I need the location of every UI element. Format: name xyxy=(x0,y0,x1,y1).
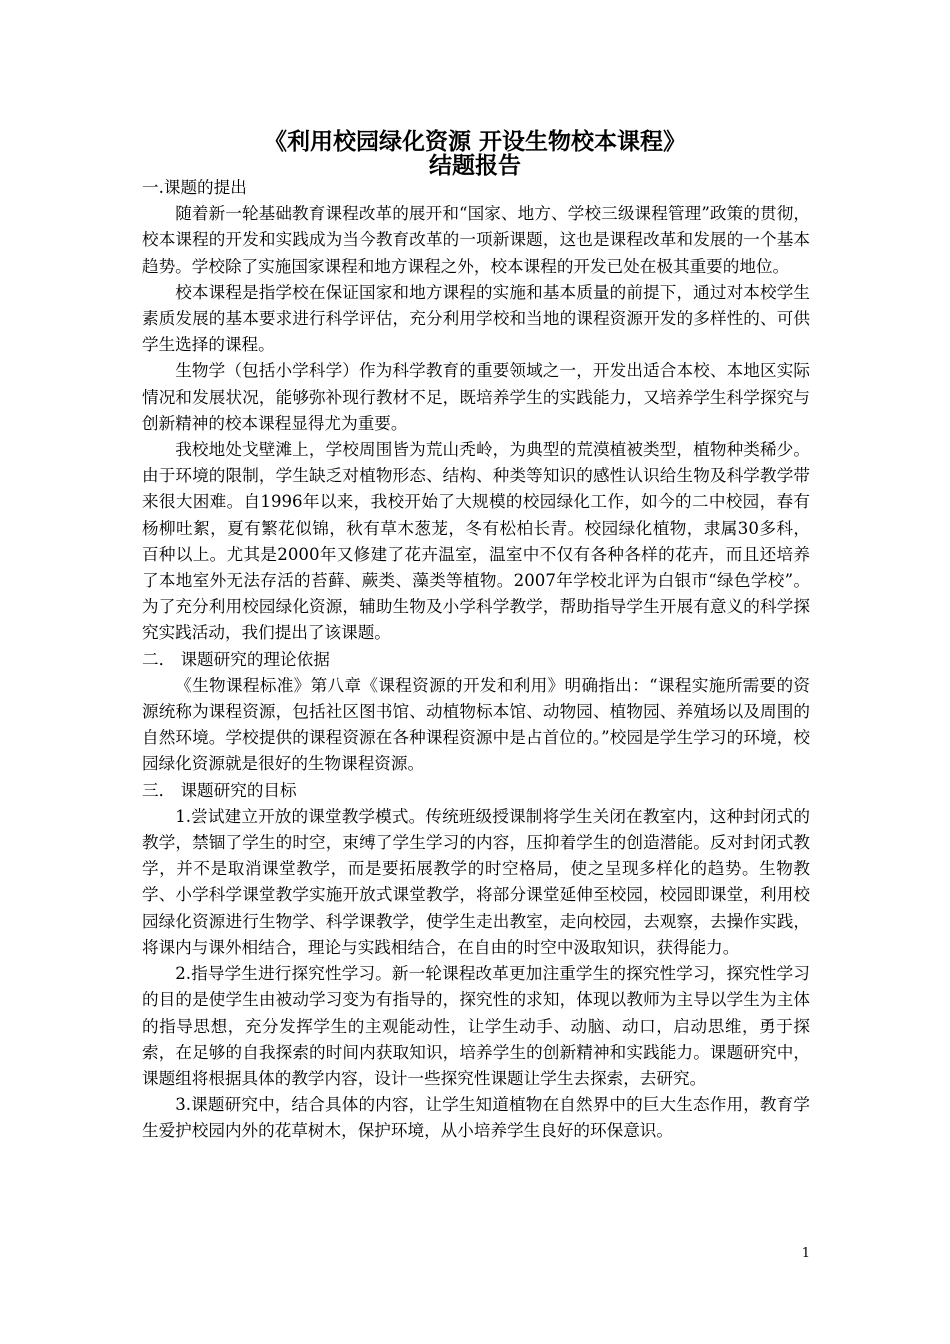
paragraph: 《生物课程标准》第八章《课程资源的开发和利用》明确指出：“课程实施所需要的资源统称为课程资源，包括社区图书馆、动植物标本馆、动物园、植物园、养殖场以及周围的自然环境。学校提供的课程资源在各种课程资源中是占首位的。”校园是学生学习的环境，校园绿化资源就是很好的生物课程资源。 xyxy=(142,675,810,774)
paragraph: 随着新一轮基础教育课程改革的展开和“国家、地方、学校三级课程管理”政策的贯彻，校本课程的开发和实践成为当今教育改革的一项新课题，这也是课程改革和发展的一个基本趋势。学校除了实施国家课程和地方课程之外，校本课程的开发已处在极其重要的地位。 xyxy=(142,204,810,276)
section-heading: 二． 课题研究的理论依据 xyxy=(142,649,330,669)
paragraph: 生物学（包括小学科学）作为科学教育的重要领域之一，开发出适合本校、本地区实际情况和发展状况，能够弥补现行教材不足，既培养学生的实践能力，又培养学生科学探究与创新精神的校本课程显得尤为重要。 xyxy=(142,361,810,433)
section-heading: 三． 课题研究的目标 xyxy=(142,780,297,800)
document-subtitle: 结题报告 xyxy=(429,152,521,179)
paragraph: 2.指导学生进行探究性学习。新一轮课程改革更加注重学生的探究性学习，探究性学习的目的是使学生由被动学习变为有指导的，探究性的求知，体现以教师为主导以学生为主体的指导思想，充分发挥学生的主观能动性，让学生动手、动脑、动口，启动思维，勇于探索，在足够的自我探索的时间内获取知识，培养学生的创新精神和实践能力。课题研究中，课题组将根据具体的教学内容，设计一些探究性课题让学生去探索，去研究。 xyxy=(142,964,810,1088)
document-body xyxy=(142,175,810,1145)
page-number: 1 xyxy=(801,1246,810,1261)
paragraph: 校本课程是指学校在保证国家和地方课程的实施和基本质量的前提下，通过对本校学生素质发展的基本要求进行科学评估，充分利用学校和当地的课程资源开发的多样性的、可供学生选择的课程。 xyxy=(142,282,810,355)
document-title: 《利用校园绿化资源 开设生物校本课程》 xyxy=(263,128,686,155)
paragraph: 我校地处戈壁滩上，学校周围皆为荒山秃岭，为典型的荒漠植被类型，植物种类稀少。由于环境的限制，学生缺乏对植物形态、结构、种类等知识的感性认识给生物及科学教学带来很大困难。自1996年以来，我校开始了大规模的校园绿化工作，如今的二中校园，春有杨柳吐絮，夏有繁花似锦，秋有草木葱茏，冬有松柏长青。校园绿化植物，隶属30多科，百种以上。尤其是2000年又修建了花卉温室，温室中不仅有各种各样的花卉，而且还培养了本地室外无法存活的苔藓、蕨类、藻类等植物。2007年学校北评为白银市“绿色学校”。为了充分利用校园绿化资源，辅助生物及小学科学教学，帮助指导学生开展有意义的科学探究实践活动，我们提出了该课题。 xyxy=(142,440,810,643)
paragraph: 1.尝试建立开放的课堂教学模式。传统班级授课制将学生关闭在教室内，这种封闭式的教学，禁锢了学生的时空，束缚了学生学习的内容，压抑着学生的创造潜能。反对封闭式教学，并不是取消课堂教学，而是要拓展教学的时空格局，使之呈现多样化的趋势。生物教学、小学科学课堂教学实施开放式课堂教学，将部分课堂延伸至校园，校园即课堂，利用校园绿化资源进行生物学、科学课教学，使学生走出教室，走向校园，去观察，去操作实践，将课内与课外相结合，理论与实践相结合，在自由的时空中汲取知识，获得能力。 xyxy=(142,806,810,957)
paragraph: 3.课题研究中，结合具体的内容，让学生知道植物在自然界中的巨大生态作用，教育学生爱护校园内外的花草树木，保护环境，从小培养学生良好的环保意识。 xyxy=(142,1095,810,1141)
section-heading: 一.课题的提出 xyxy=(142,178,247,197)
